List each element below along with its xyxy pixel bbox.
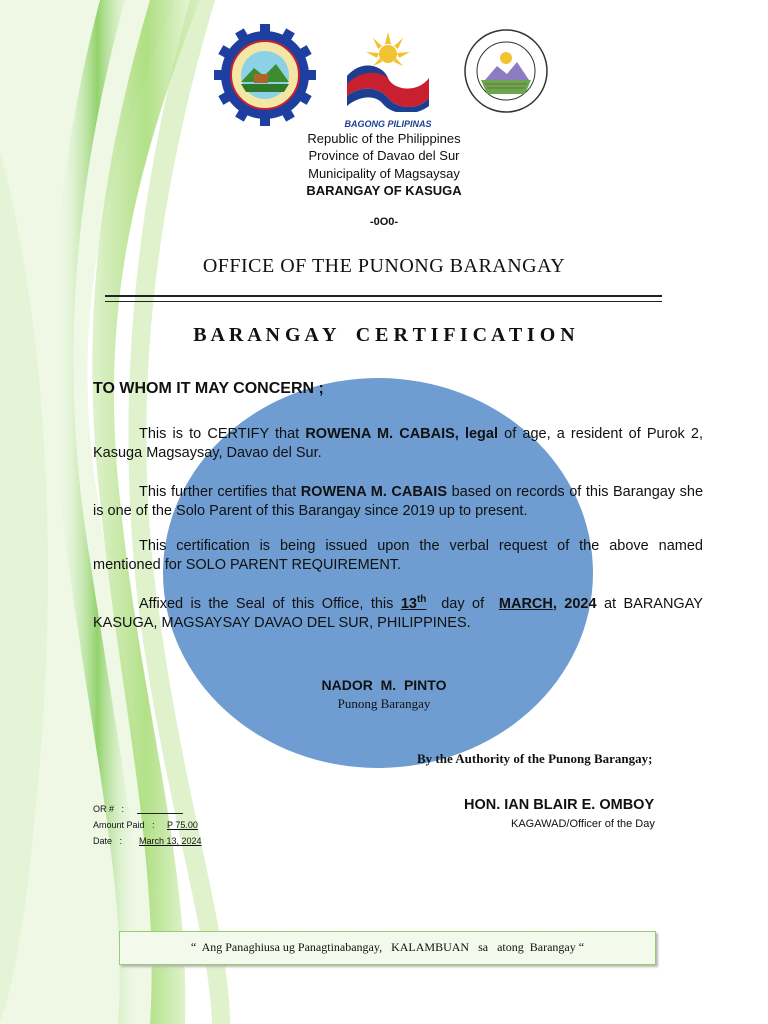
amount-label: Amount Paid : (93, 820, 155, 830)
header-province: Province of Davao del Sur (308, 148, 460, 163)
paragraph-1: This is to CERTIFY that ROWENA M. CABAIS, legal of age, a resident of Purok 2, Kasuga Magsaysay, Davao del Sur. (93, 426, 703, 461)
signatory-name: NADOR M. PINTO (321, 677, 447, 693)
amount-paid-row (93, 818, 198, 832)
motto-text: “ Ang Panaghiusa ug Panagtinabangay, KALAMBUAN sa atong Barangay “ (190, 940, 585, 954)
kagawad-title: KAGAWAD/Officer of the Day (511, 818, 655, 830)
date-row (93, 834, 202, 848)
or-number-row (93, 802, 183, 816)
barangay-seal-logo (214, 24, 316, 126)
header-municipality: Municipality of Magsaysay (308, 166, 460, 181)
certification-title: B A R A N G A Y C E R T I F I C A T I O N (193, 324, 575, 346)
header-republic: Republic of the Philippines (307, 131, 461, 146)
date-label: Date : (93, 836, 123, 846)
double-rule-divider (105, 295, 662, 302)
amount-value: P 75.00 (167, 820, 198, 830)
header-separator: -0O0- (369, 216, 399, 228)
resident-name: ROWENA M. CABAIS, legal (305, 426, 499, 442)
issue-month-year: MARCH, 2024 (498, 595, 597, 612)
salutation: TO WHOM IT MAY CONCERN ; (93, 380, 324, 397)
paragraph-3: This certification is being issued upon the verbal request of the above named mentioned for SOLO PARENT REQUIREMENT. (93, 538, 703, 573)
signatory-title: Punong Barangay (337, 696, 431, 711)
barangay-motto-box (119, 931, 656, 965)
or-value (137, 802, 183, 814)
bagong-pilipinas-label: BAGONG PILIPINAS (344, 119, 432, 129)
municipal-seal-logo (463, 28, 549, 114)
paragraph-2: This further certifies that ROWENA M. CABAIS based on records of this Barangay she is one of the Solo Parent of this Barangay since 2019 up to present. (93, 484, 704, 519)
authority-text: By the Authority of the Punong Barangay; (417, 751, 653, 766)
date-value: March 13, 2024 (139, 836, 202, 846)
kagawad-name: HON. IAN BLAIR E. OMBOY (464, 797, 655, 813)
issue-day: 13th (400, 594, 427, 612)
resident-name-2: ROWENA M. CABAIS (300, 484, 448, 500)
header-barangay: BARANGAY OF KASUGA (306, 183, 462, 198)
bagong-pilipinas-logo (333, 28, 443, 129)
paragraph-4: Affixed is the Seal of this Office, this 13th day of MARCH, 2024 at BARANGAY KASUGA, MAGSAYSAY DAVAO DEL SUR, PHILIPPINES. (93, 594, 703, 631)
or-label: OR # : (93, 804, 125, 814)
office-title: OFFICE OF THE PUNONG BARANGAY (202, 255, 566, 277)
